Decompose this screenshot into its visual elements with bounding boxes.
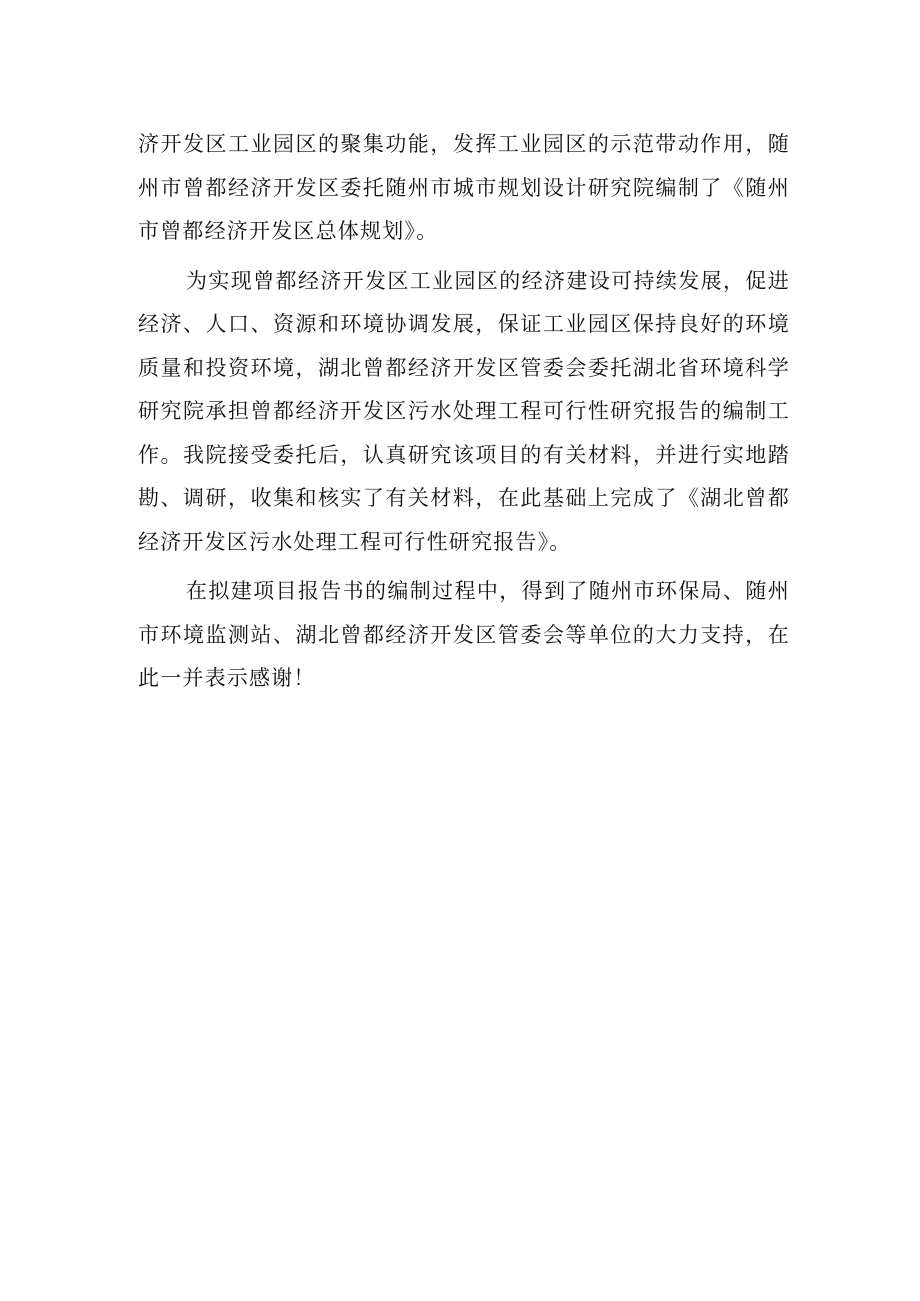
paragraph-project-background: 为实现曾都经济开发区工业园区的经济建设可持续发展，促进经济、人口、资源和环境协调发展，保证工业园区保持良好的环境质量和投资环境，湖北曾都经济开发区管委会委托湖北省环境科学研究院承担曾都经济开发区污水处理工程可行性研究报告的编制工作。我院接受委托后，认真研究该项目的有关材料，并进行实地踏勘、调研，收集和核实了有关材料，在此基础上完成了《湖北曾都经济开发区污水处理工程可行性研究报告》。 [138,268,790,554]
document-body [138,123,790,707]
paragraph-acknowledgement: 在拟建项目报告书的编制过程中，得到了随州市环保局、随州市环境监测站、湖北曾都经济开发区管委会等单位的大力支持，在此一并表示感谢！ [138,579,790,690]
paragraph-continuation: 济开发区工业园区的聚集功能，发挥工业园区的示范带动作用，随州市曾都经济开发区委托随州市城市规划设计研究院编制了《随州市曾都经济开发区总体规划》。 [138,132,790,243]
